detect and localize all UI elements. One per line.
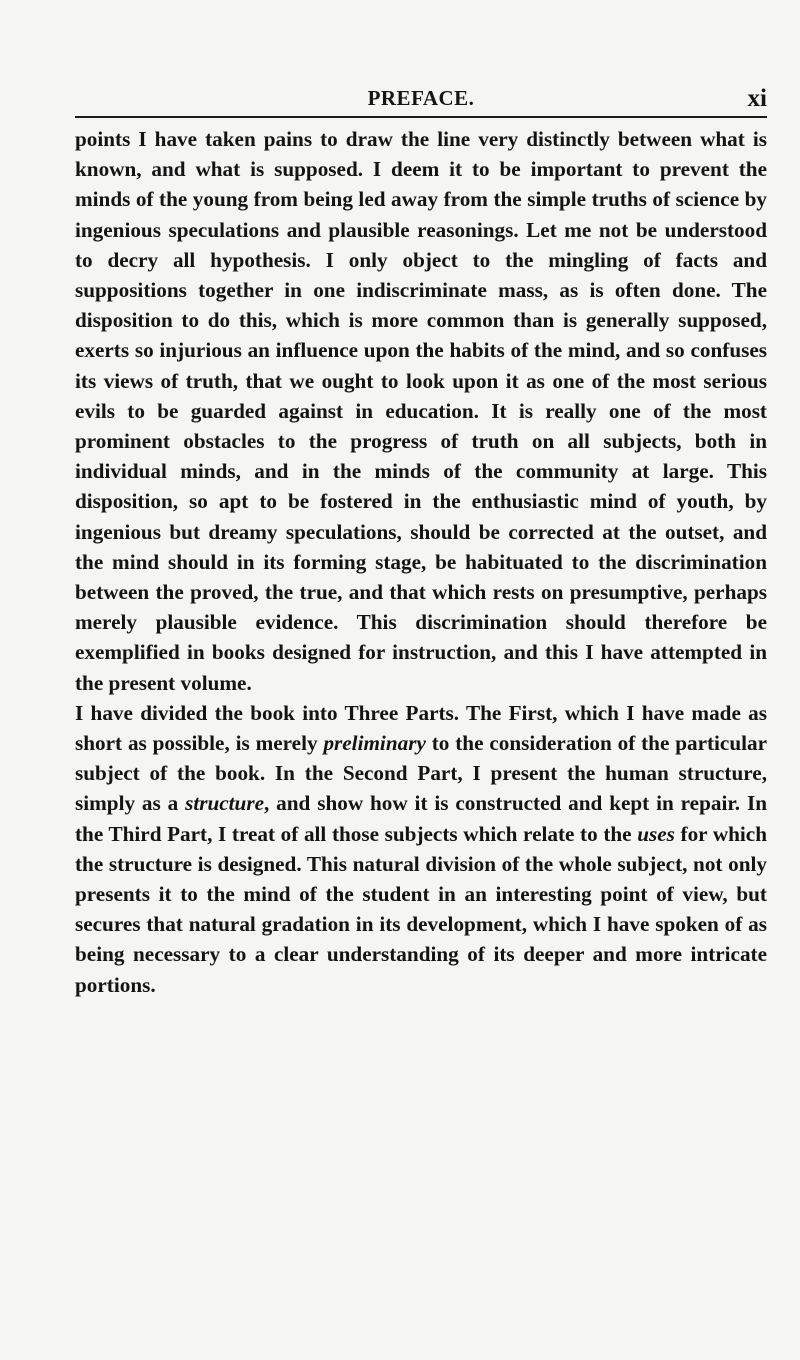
- paragraph-2-text-a: I have divided the book into Three Parts. The First, which I have made as short as possible, is merely: [75, 700, 767, 756]
- running-head: [75, 86, 767, 116]
- running-title: PREFACE.: [367, 86, 475, 110]
- paragraph-2: [75, 698, 767, 1000]
- paragraph-2-text-d: for which the structure is designed. This natural division of the whole subject, not only presents it to the mind of the student in an interesting point of view, but secures that natural gradation in its development, which I have spoken of as being necessary to a clear understanding of its deeper and more intricate portions.: [75, 821, 767, 997]
- italic-structure: structure: [185, 791, 264, 816]
- italic-uses: uses: [637, 821, 675, 846]
- paragraph-2-text-b: to the consideration of the particular subject of the book. In the Second Part, I present the human structure, simply as a: [75, 731, 768, 816]
- italic-preliminary: preliminary: [323, 731, 426, 756]
- header-rule: [75, 116, 767, 118]
- paragraph-1: points I have taken pains to draw the line very distinctly between what is known, and what is supposed. I deem it to be important to prevent the minds of the young from being led away from the simple truths of science by ingenious speculations and plausible reasonings. Let me not be understood to decry all hypothesis. I only object to the mingling of facts and suppositions together in one indiscriminate mass, as is often done. The disposition to do this, which is more common than is generally supposed, exerts so injurious an influence upon the habits of the mind, and so confuses its views of truth, that we ought to look upon it as one of the most serious evils to be guarded against in education. It is really one of the most prominent obstacles to the progress of truth on all subjects, both in individual minds, and in the minds of the community at large. This disposition, so apt to be fostered in the enthusiastic mind of youth, by ingenious but dreamy speculations, should be corrected at the outset, and the mind should in its forming stage, be habituated to the discrimination between the proved, the true, and that which rests on presumptive, perhaps merely plausible evidence. This discrimination should therefore be exemplified in books designed for instruction, and this I have attempted in the present volume.: [75, 127, 767, 695]
- page-number: xi: [747, 85, 767, 112]
- body-text: [75, 124, 767, 1000]
- paragraph-2-text-c: , and show how it is constructed and kept in repair. In the Third Part, I treat of all those subjects which relate to the: [75, 791, 767, 846]
